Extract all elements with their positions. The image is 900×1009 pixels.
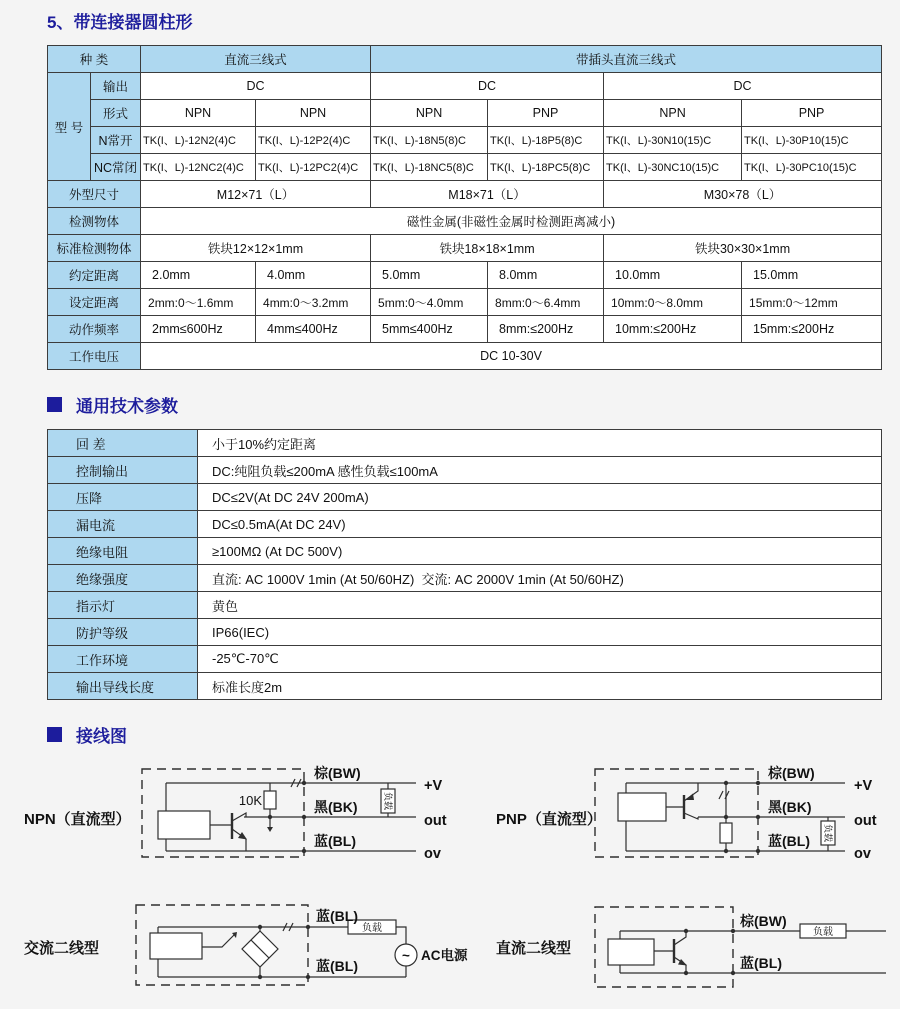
section-heading-wiring xyxy=(47,722,900,747)
table-cell: 4mm≤400Hz xyxy=(256,316,371,343)
wire-label-brown: 棕(BW) xyxy=(314,765,361,781)
table-row xyxy=(48,100,882,127)
wire-label-brown: 棕(BW) xyxy=(768,765,815,781)
t2-label: 工作环境 xyxy=(48,646,198,673)
table-cell: TK(I、L)-12PC2(4)C xyxy=(256,154,371,181)
table-row xyxy=(48,235,882,262)
table-row xyxy=(48,46,882,73)
t1-form-label: 形式 xyxy=(91,100,141,127)
table-cell: NPN xyxy=(371,100,488,127)
section-title: 通用技术参数 xyxy=(76,397,178,416)
diagram-label: 交流二线型 xyxy=(24,940,100,957)
t1-size-label: 外型尺寸 xyxy=(48,181,141,208)
table-row xyxy=(48,673,882,700)
wiring-diagrams xyxy=(0,759,900,1009)
terminal-plus-v: +V xyxy=(424,778,443,794)
table-cell: M18×71（L） xyxy=(371,181,604,208)
ac-two-wire-diagram xyxy=(18,891,478,1003)
table-cell: PNP xyxy=(742,100,882,127)
t1-rated-label: 约定距离 xyxy=(48,262,141,289)
diagram-label: PNP（直流型） xyxy=(496,811,602,828)
dc-two-wire-diagram xyxy=(478,891,900,1003)
wire-label-brown: 棕(BW) xyxy=(740,913,787,929)
table-cell: DC≤2V(At DC 24V 200mA) xyxy=(198,484,882,511)
table-cell: 5mm≤400Hz xyxy=(371,316,488,343)
table-row xyxy=(48,430,882,457)
t2-label: 防护等级 xyxy=(48,619,198,646)
table-cell: 10mm:0～8.0mm xyxy=(604,289,742,316)
sensor-body xyxy=(618,793,666,821)
table-cell: 10mm:≤200Hz xyxy=(604,316,742,343)
table-cell: 铁块30×30×1mm xyxy=(604,235,882,262)
t2-label: 绝缘强度 xyxy=(48,565,198,592)
table-cell: DC xyxy=(371,73,604,100)
section-title: 接线图 xyxy=(76,727,127,746)
table-cell: DC xyxy=(604,73,882,100)
wire-label-black: 黑(BK) xyxy=(768,799,812,815)
table-cell: TK(I、L)-30PC10(15)C xyxy=(742,154,882,181)
table-cell: 8mm:0～6.4mm xyxy=(488,289,604,316)
wire-label-black: 黑(BK) xyxy=(314,799,358,815)
resistor-value: 10K xyxy=(238,793,262,808)
load-label: 负载 xyxy=(383,791,393,811)
section-heading-general-params xyxy=(47,392,900,417)
t1-std-label: 标准检测物体 xyxy=(48,235,141,262)
table-cell: 15mm:0～12mm xyxy=(742,289,882,316)
table-cell: 标准长度2m xyxy=(198,673,882,700)
sensor-body xyxy=(150,933,202,959)
table-cell: TK(I、L)-18N5(8)C xyxy=(371,127,488,154)
table-row xyxy=(48,511,882,538)
t1-freq-label: 动作频率 xyxy=(48,316,141,343)
table-cell: 2mm:0～1.6mm xyxy=(141,289,256,316)
table-cell: 黄色 xyxy=(198,592,882,619)
table-cell: TK(I、L)-18PC5(8)C xyxy=(488,154,604,181)
table-cell: M30×78（L） xyxy=(604,181,882,208)
table-row xyxy=(48,262,882,289)
table-cell: NPN xyxy=(141,100,256,127)
ac-source-label: AC电源 xyxy=(421,948,468,963)
table-row xyxy=(48,619,882,646)
table-cell: 15mm:≤200Hz xyxy=(742,316,882,343)
table-row xyxy=(48,343,882,370)
table-row xyxy=(48,127,882,154)
table-row xyxy=(48,538,882,565)
t1-group-dc: 直流三线式 xyxy=(141,46,371,73)
table-cell: 5.0mm xyxy=(371,262,488,289)
table-cell: 铁块18×18×1mm xyxy=(371,235,604,262)
terminal-ov: ov xyxy=(424,846,441,862)
t1-setd-label: 设定距离 xyxy=(48,289,141,316)
table-cell: TK(I、L)-12N2(4)C xyxy=(141,127,256,154)
diode-ticks xyxy=(719,791,729,799)
table-cell: IP66(IEC) xyxy=(198,619,882,646)
t1-object-label: 检测物体 xyxy=(48,208,141,235)
table-row xyxy=(48,154,882,181)
t2-label: 压降 xyxy=(48,484,198,511)
table-cell: TK(I、L)-18NC5(8)C xyxy=(371,154,488,181)
t1-volt-label: 工作电压 xyxy=(48,343,141,370)
table-cell: NPN xyxy=(256,100,371,127)
table-cell: DC xyxy=(141,73,371,100)
table-row xyxy=(48,208,882,235)
wire-label-blue: 蓝(BL) xyxy=(740,955,782,971)
table-row xyxy=(48,73,882,100)
t1-group-plug: 带插头直流三线式 xyxy=(371,46,882,73)
table-row xyxy=(48,646,882,673)
t2-label: 回 差 xyxy=(48,430,198,457)
table-cell: TK(I、L)-12P2(4)C xyxy=(256,127,371,154)
table-cell: 4.0mm xyxy=(256,262,371,289)
t1-corner-label: 种 类 xyxy=(48,46,141,73)
table-cell: 铁块12×12×1mm xyxy=(141,235,371,262)
switch-icon xyxy=(202,933,236,947)
t1-no-label: N常开 xyxy=(91,127,141,154)
table-cell: -25℃-70℃ xyxy=(198,646,882,673)
table-cell: TK(I、L)-30P10(15)C xyxy=(742,127,882,154)
table-cell: 2mm≤600Hz xyxy=(141,316,256,343)
t2-label: 输出导线长度 xyxy=(48,673,198,700)
table-cell: DC:纯阻负载≤200mA 感性负载≤100mA xyxy=(198,457,882,484)
table-cell: TK(I、L)-30NC10(15)C xyxy=(604,154,742,181)
table-row xyxy=(48,592,882,619)
svg-text:~: ~ xyxy=(402,948,410,963)
general-params-table xyxy=(47,429,882,700)
wire-label-blue: 蓝(BL) xyxy=(314,833,356,849)
t2-label: 控制输出 xyxy=(48,457,198,484)
table-cell: 8mm:≤200Hz xyxy=(488,316,604,343)
table-cell: DC≤0.5mA(At DC 24V) xyxy=(198,511,882,538)
table-cell: M12×71（L） xyxy=(141,181,371,208)
table-row xyxy=(48,457,882,484)
t2-label: 漏电流 xyxy=(48,511,198,538)
pnp-dc-wiring-diagram xyxy=(478,761,900,881)
section-bullet-icon xyxy=(47,397,62,412)
table-cell: ≥100MΩ (At DC 500V) xyxy=(198,538,882,565)
wire-label-blue-top: 蓝(BL) xyxy=(316,908,358,924)
sensor-body xyxy=(158,811,210,839)
npn-dc-wiring-diagram xyxy=(18,761,468,881)
section-bullet-icon xyxy=(47,727,62,742)
load-label: 负载 xyxy=(362,923,382,934)
table-cell: 4mm:0～3.2mm xyxy=(256,289,371,316)
terminal-out: out xyxy=(424,813,447,829)
table-cell: TK(I、L)-18P5(8)C xyxy=(488,127,604,154)
table-cell: TK(I、L)-12NC2(4)C xyxy=(141,154,256,181)
t1-output-label: 输出 xyxy=(91,73,141,100)
table-row xyxy=(48,484,882,511)
table-cell: PNP xyxy=(488,100,604,127)
t2-label: 绝缘电阻 xyxy=(48,538,198,565)
table-cell: TK(I、L)-30N10(15)C xyxy=(604,127,742,154)
table-cell: 2.0mm xyxy=(141,262,256,289)
table-cell: 直流: AC 1000V 1min (At 50/60HZ) 交流: AC 2000V 1min (At 50/60HZ) xyxy=(198,565,882,592)
resistor-icon xyxy=(720,823,732,843)
table-cell: 15.0mm xyxy=(742,262,882,289)
table-cell: 磁性金属(非磁性金属时检测距离减小) xyxy=(141,208,882,235)
diagram-label: 直流二线型 xyxy=(496,940,572,957)
table-row xyxy=(48,289,882,316)
table-cell: 5mm:0～4.0mm xyxy=(371,289,488,316)
wire-label-blue: 蓝(BL) xyxy=(768,833,810,849)
resistor-icon xyxy=(264,791,276,809)
diagram-label: NPN（直流型） xyxy=(24,811,131,828)
terminal-out: out xyxy=(854,813,877,829)
table-row xyxy=(48,181,882,208)
spec-table xyxy=(47,45,882,370)
t1-model-label: 型 号 xyxy=(48,73,91,181)
table-cell: DC 10-30V xyxy=(141,343,882,370)
table-cell: NPN xyxy=(604,100,742,127)
table-cell: 小于10%约定距离 xyxy=(198,430,882,457)
page-title: 5、带连接器圆柱形 xyxy=(47,13,193,32)
load-label: 负载 xyxy=(813,927,833,938)
sensor-body xyxy=(608,939,654,965)
t1-nc-label: NC常闭 xyxy=(91,154,141,181)
wire-label-blue-bottom: 蓝(BL) xyxy=(316,958,358,974)
terminal-ov: ov xyxy=(854,846,871,862)
table-cell: 8.0mm xyxy=(488,262,604,289)
table-row xyxy=(48,316,882,343)
terminal-plus-v: +V xyxy=(854,778,873,794)
load-label: 负载 xyxy=(823,823,833,843)
table-cell: 10.0mm xyxy=(604,262,742,289)
table-row xyxy=(48,565,882,592)
t2-label: 指示灯 xyxy=(48,592,198,619)
